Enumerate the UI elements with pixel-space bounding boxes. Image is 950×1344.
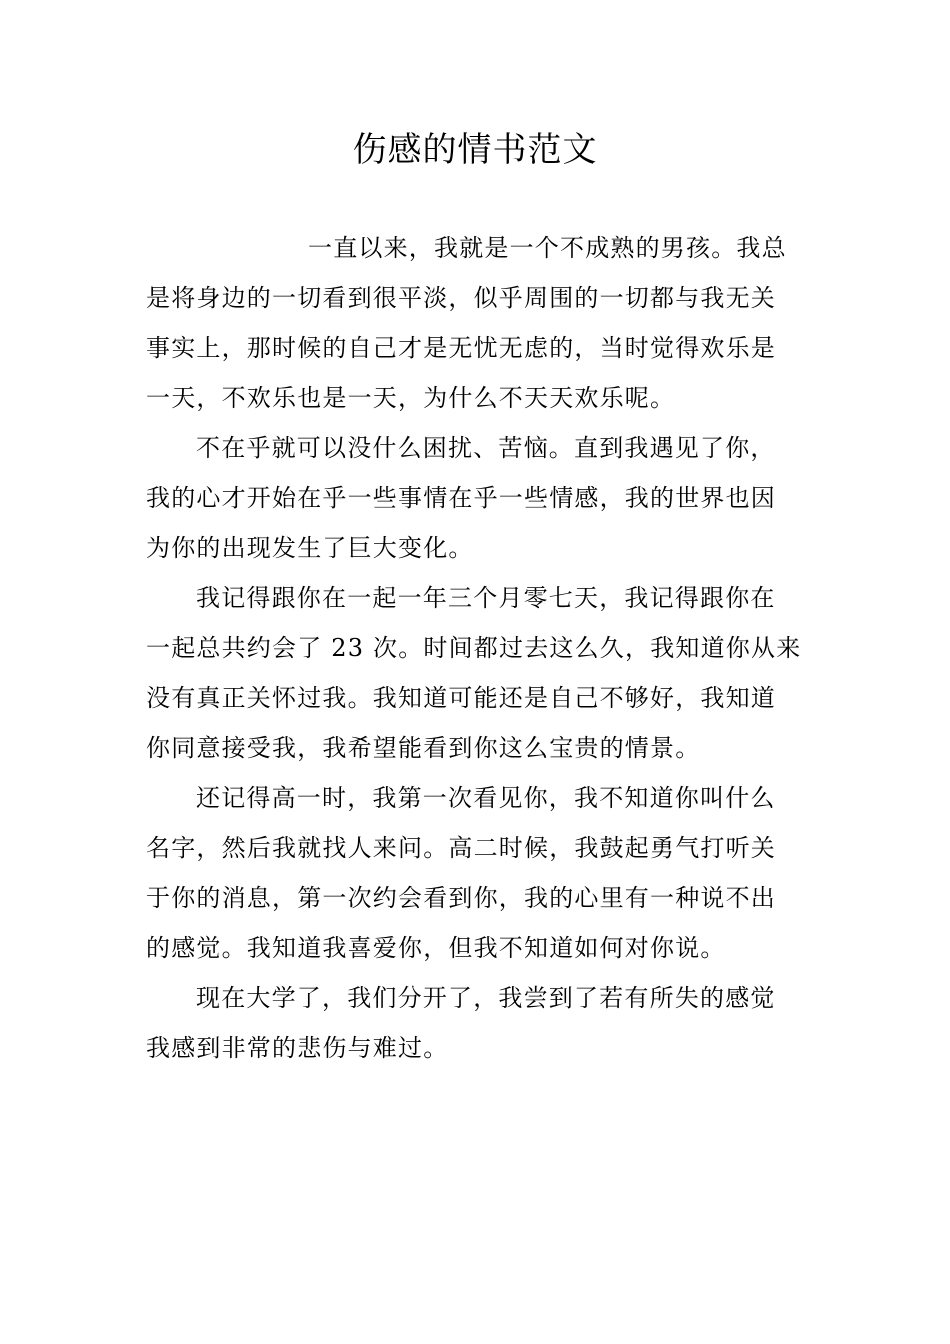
paragraph-line: 一直以来，我就是一个不成熟的男孩。我总 [308, 234, 787, 262]
paragraph-line: 我的心才开始在乎一些事情在乎一些情感，我的世界也因 [146, 484, 776, 512]
paragraph-5 [146, 973, 810, 1073]
paragraph-line: 我记得跟你在一起一年三个月零七天，我记得跟你在 [196, 584, 776, 612]
paragraph-line: 现在大学了，我们分开了，我尝到了若有所失的感觉 [196, 984, 776, 1012]
document-body [146, 223, 810, 1073]
paragraph-line: 不在乎就可以没什么困扰、苦恼。直到我遇见了你， [196, 434, 776, 462]
paragraph-line: 一天，不欢乐也是一天，为什么不天天欢乐呢。 [146, 384, 676, 412]
paragraph-line: 还记得高一时，我第一次看见你，我不知道你叫什么 [196, 784, 776, 812]
paragraph-line: 名字，然后我就找人来问。高二时候，我鼓起勇气打听关 [146, 834, 776, 862]
paragraph-line: 事实上，那时候的自己才是无忧无虑的，当时觉得欢乐是 [146, 334, 776, 362]
paragraph-line: 于你的消息，第一次约会看到你，我的心里有一种说不出 [146, 884, 776, 912]
paragraph-line: 的感觉。我知道我喜爱你，但我不知道如何对你说。 [146, 934, 726, 962]
paragraph-line: 你同意接受我，我希望能看到你这么宝贵的情景。 [146, 734, 701, 762]
paragraph-4 [146, 773, 810, 973]
paragraph-line: 一起总共约会了 23 次。时间都过去这么久，我知道你从来 [146, 634, 802, 662]
document-title: 伤感的情书范文 [352, 130, 598, 170]
paragraph-3 [146, 573, 810, 773]
paragraph-line: 没有真正关怀过我。我知道可能还是自己不够好，我知道 [146, 684, 776, 712]
paragraph-line: 为你的出现发生了巨大变化。 [146, 534, 474, 562]
paragraph-1 [146, 223, 810, 423]
paragraph-2 [146, 423, 810, 573]
paragraph-line: 我感到非常的悲伤与难过。 [146, 1034, 449, 1062]
paragraph-line: 是将身边的一切看到很平淡，似乎周围的一切都与我无关 [146, 284, 776, 312]
